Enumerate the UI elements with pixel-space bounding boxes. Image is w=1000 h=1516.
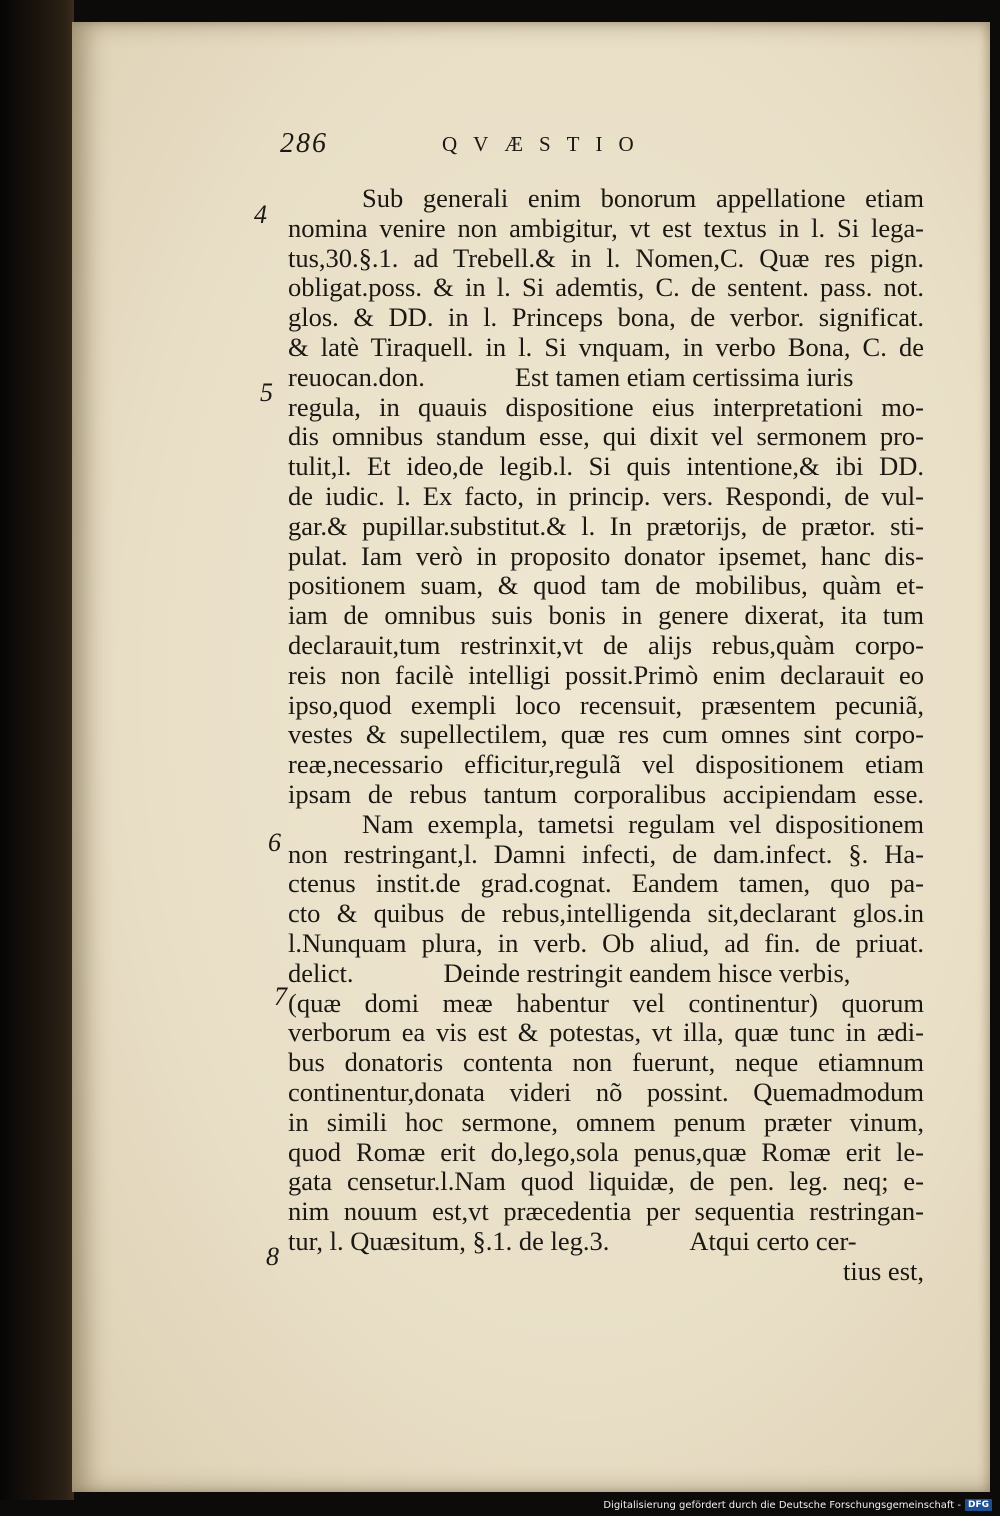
text-line: glos. & DD. in l. Princeps bona, de verbor. significat. xyxy=(288,303,924,333)
margin-number: 5 xyxy=(260,378,273,407)
text-line: (quæ domi meæ habentur vel continentur) quorum xyxy=(288,988,924,1018)
text-segment: reuocan.don. xyxy=(288,361,425,392)
text-line: tulit,l. Et ideo,de legib.l. Si quis intentione,& ibi DD. xyxy=(288,452,924,482)
running-head-title: QVÆSTIO xyxy=(442,132,650,156)
dfg-logo: DFG xyxy=(965,1499,992,1511)
text-line: declarauit,tum restrinxit,vt de alijs rebus,quàm corpo- xyxy=(288,630,924,660)
margin-number: 6 xyxy=(268,828,281,857)
text-line: nomina venire non ambigitur, vt est textus in l. Si lega- xyxy=(288,213,924,243)
margin-number: 4 xyxy=(254,200,267,229)
text-line: l.Nunquam plura, in verb. Ob aliud, ad fin. de priuat. xyxy=(288,928,924,958)
text-line: iam de omnibus suis bonis in genere dixerat, ita tum xyxy=(288,601,924,631)
catchword-line: tius est, xyxy=(843,1255,924,1286)
text-line: reæ,necessario efficitur,regulã vel dispositionem etiam xyxy=(288,750,924,780)
text-line: in simili hoc sermone, omnem penum præter vinum, xyxy=(288,1107,924,1137)
text-segment: Deinde restringit eandem hisce verbis, xyxy=(443,957,851,988)
text-line: tus,30.§.1. ad Trebell.& in l. Nomen,C. Quæ res pign. xyxy=(288,243,924,273)
text-line: ipsam de rebus tantum corporalibus accipiendam esse. xyxy=(288,779,924,809)
text-segment: delict. xyxy=(288,957,354,988)
text-line: pulat. Iam verò in proposito donator ipsemet, hanc dis- xyxy=(288,541,924,571)
text-line: gata censetur.l.Nam quod liquidæ, de pen. leg. neq; e- xyxy=(288,1167,924,1197)
text-line: verborum ea vis est & potestas, vt illa, quæ tunc in ædi- xyxy=(288,1018,924,1048)
text-line: Sub generali enim bonorum appellatione etiam xyxy=(362,184,924,213)
text-line: regula, in quauis dispositione eius interpretationi mo- xyxy=(288,392,924,422)
text-line: dis omnibus standum esse, qui dixit vel sermonem pro- xyxy=(288,422,924,452)
text-segment: tur, l. Quæsitum, §.1. de leg.3. xyxy=(288,1225,610,1256)
text-line: ipso,quod exempli loco recensuit, præsentem pecuniã, xyxy=(288,690,924,720)
text-line: reis non facilè intelligi possit.Primò enim declarauit eo xyxy=(288,660,924,690)
text-line: continentur,donata videri nõ possint. Quemadmodum xyxy=(288,1077,924,1107)
text-line: bus donatoris contenta non fuerunt, neque etiamnum xyxy=(288,1048,924,1078)
text-line: non restringant,l. Damni infecti, de dam.infect. §. Ha- xyxy=(288,839,924,869)
text-segment: Atqui certo cer- xyxy=(689,1225,857,1256)
text-line: cto & quibus de rebus,intelligenda sit,declarant glos.in xyxy=(288,899,924,929)
text-line xyxy=(288,959,924,989)
text-line: positionem suam, & quod tam de mobilibus, quàm et- xyxy=(288,571,924,601)
text-line: vestes & supellectilem, quæ res cum omnes sint corpo- xyxy=(288,720,924,750)
margin-number: 8 xyxy=(266,1242,279,1271)
text-segment: Est tamen etiam certissima iuris xyxy=(514,361,854,392)
text-line: gar.& pupillar.substitut.& l. In prætorijs, de prætor. sti- xyxy=(288,511,924,541)
margin-number: 7 xyxy=(274,982,287,1011)
text-line: obligat.poss. & in l. Si ademtis, C. de sentent. pass. not. xyxy=(288,273,924,303)
text-line: Nam exempla, tametsi regulam vel dispositionem xyxy=(362,809,924,839)
text-line: quod Romæ erit do,lego,sola penus,quæ Romæ erit le- xyxy=(288,1137,924,1167)
text-line xyxy=(288,363,924,393)
text-line xyxy=(288,1227,924,1257)
text-line: ctenus instit.de grad.cognat. Eandem tamen, quo pa- xyxy=(288,869,924,899)
footer-credit: Digitalisierung gefördert durch die Deutsche Forschungsgemeinschaft - xyxy=(603,1499,961,1511)
body-text xyxy=(288,184,924,1286)
page-number: 286 xyxy=(280,128,328,159)
text-line: de iudic. l. Ex facto, in princip. vers. Respondi, de vul- xyxy=(288,481,924,511)
text-line: nim nouum est,vt præcedentia per sequentia restringan- xyxy=(288,1197,924,1227)
text-line: & latè Tiraquell. in l. Si vnquam, in verbo Bona, C. de xyxy=(288,332,924,362)
digitization-footer xyxy=(603,1498,992,1512)
